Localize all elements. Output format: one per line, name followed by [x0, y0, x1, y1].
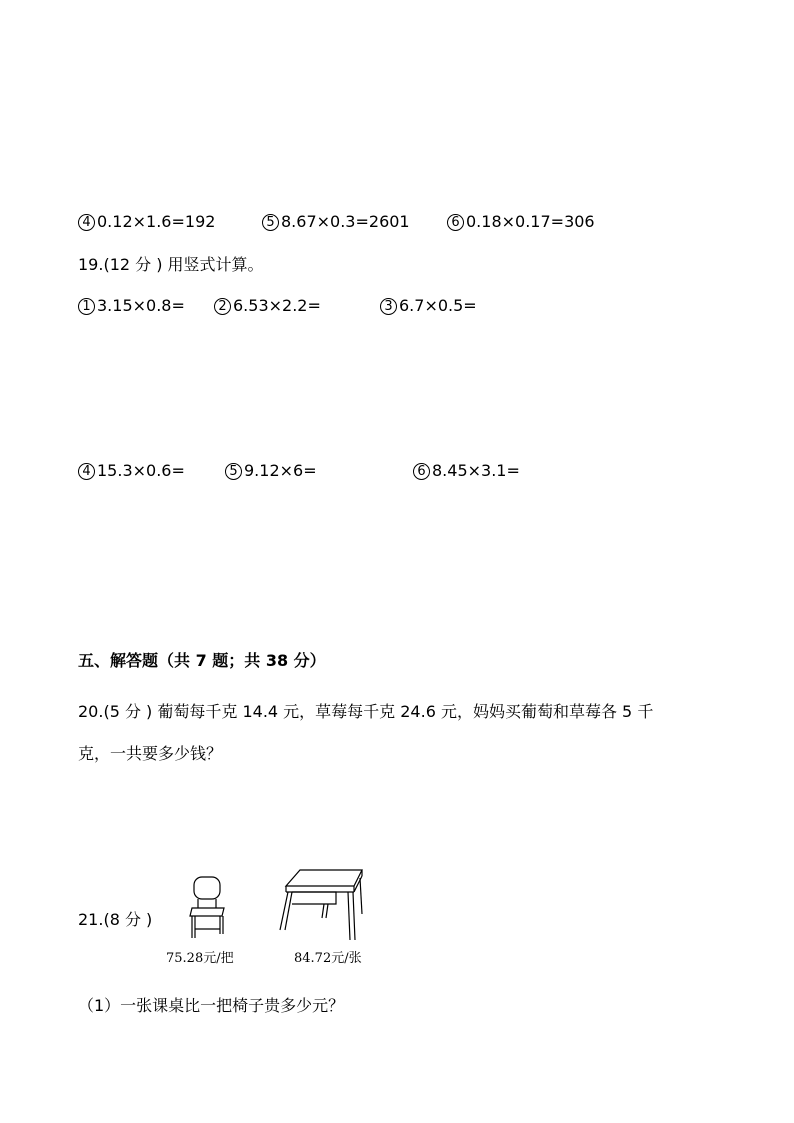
expression: 8.67×0.3=2601 — [281, 212, 410, 231]
expression: 0.18×0.17=306 — [466, 212, 595, 231]
q18-item-6 — [447, 212, 595, 232]
circled-number: 6 — [447, 214, 464, 231]
desk-price: 84.72元/张 — [294, 951, 362, 966]
q18-item-4 — [78, 212, 215, 232]
circled-number: 3 — [380, 298, 397, 315]
section-heading: 五、解答题（共 7 题；共 38 分） — [78, 651, 326, 670]
circled-number: 5 — [225, 463, 242, 480]
q20-line-1: 20.(5 分 ) 葡萄每千克 14.4 元，草莓每千克 24.6 元，妈妈买葡萄和草莓各 5 千 — [78, 702, 654, 721]
circled-number: 6 — [413, 463, 430, 480]
q21-sub-1: （1）一张课桌比一把椅子贵多少元？ — [78, 996, 345, 1015]
q18-item-5 — [262, 212, 410, 232]
circled-number: 2 — [214, 298, 231, 315]
desk-image — [278, 866, 368, 946]
q19-item-5 — [225, 461, 317, 481]
q19-item-6 — [413, 461, 520, 481]
expression: 3.15×0.8= — [97, 296, 185, 315]
circled-number: 4 — [78, 463, 95, 480]
q19-title: 19.(12 分 ) 用竖式计算。 — [78, 255, 264, 274]
q19-item-3 — [380, 296, 477, 316]
q19-item-1 — [78, 296, 185, 316]
q19-item-2 — [214, 296, 321, 316]
expression: 15.3×0.6= — [97, 461, 185, 480]
expression: 8.45×3.1= — [432, 461, 520, 480]
expression: 6.7×0.5= — [399, 296, 477, 315]
q20-line-2: 克，一共要多少钱？ — [78, 744, 223, 763]
circled-number: 5 — [262, 214, 279, 231]
circled-number: 1 — [78, 298, 95, 315]
q19-item-4 — [78, 461, 185, 481]
circled-number: 4 — [78, 214, 95, 231]
expression: 0.12×1.6=192 — [97, 212, 216, 231]
chair-image — [184, 874, 230, 942]
expression: 9.12×6= — [244, 461, 317, 480]
expression: 6.53×2.2= — [233, 296, 321, 315]
q21-label: 21.(8 分 ) — [78, 910, 153, 929]
chair-price: 75.28元/把 — [166, 951, 234, 966]
